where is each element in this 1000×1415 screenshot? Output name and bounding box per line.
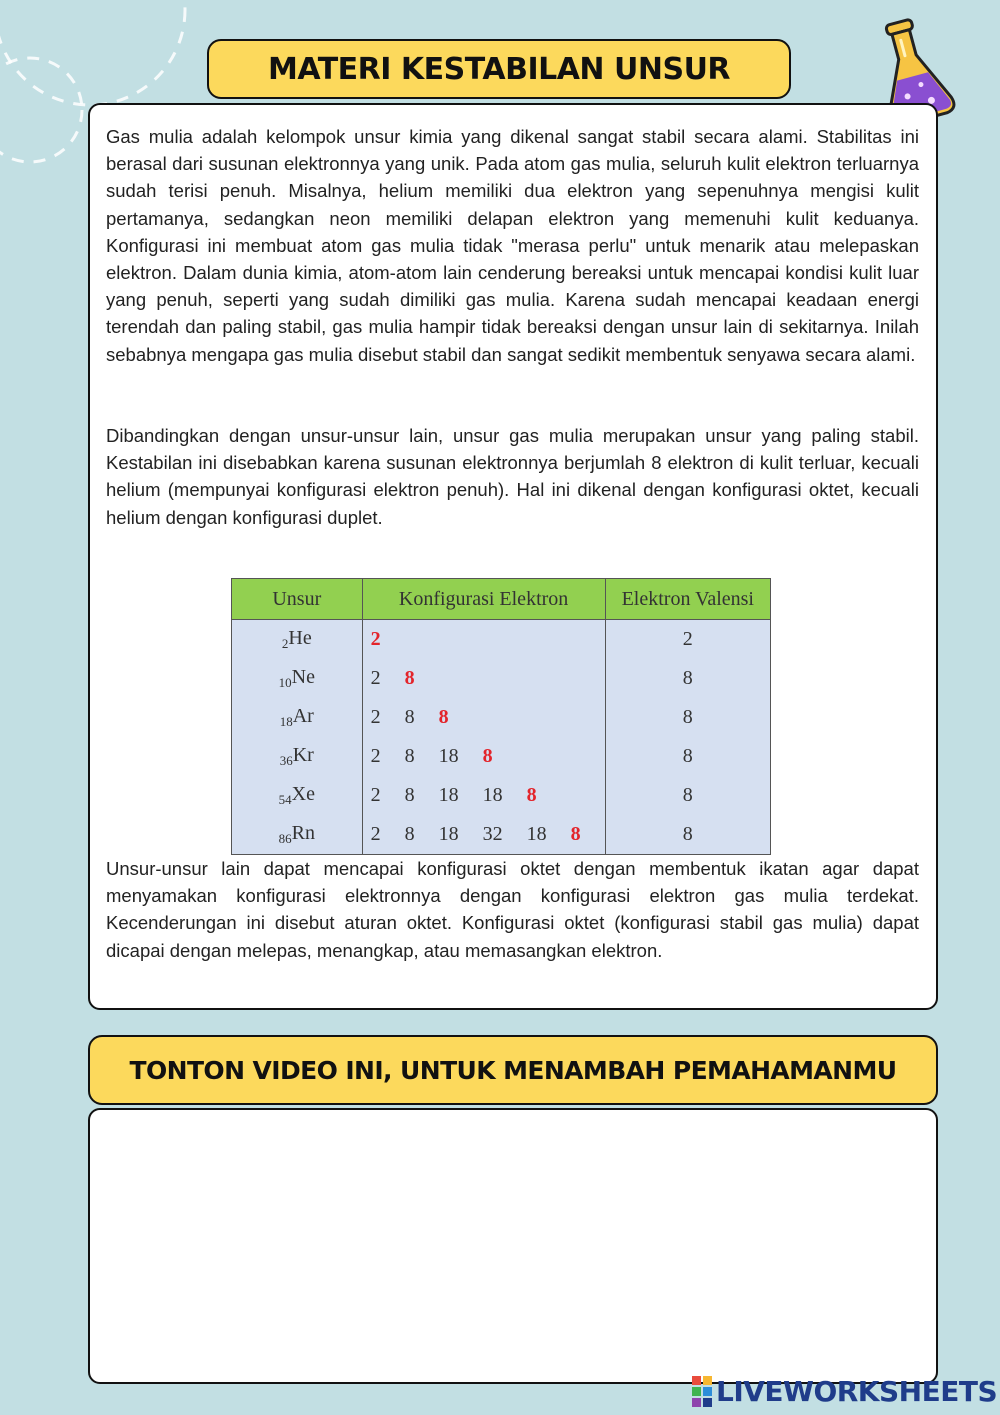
atomic-number: 54 [278,792,292,807]
element-symbol: Kr [292,744,314,766]
element-cell [232,737,363,776]
shell-electron-count: 18 [526,823,547,845]
shell-electron-count: 8 [404,745,415,767]
shell-electron-count: 2 [370,667,381,689]
atomic-number: 10 [278,675,292,690]
configuration-cell [362,698,605,737]
configuration-cell [362,620,605,660]
shell-electron-count: 8 [570,823,581,845]
valence-cell: 2 [605,620,770,660]
shell-electron-count: 2 [370,745,381,767]
header-valensi: Elektron Valensi [605,579,770,620]
element-symbol: He [288,627,312,649]
shell-electron-count: 2 [370,784,381,806]
video-heading: TONTON VIDEO INI, UNTUK MENAMBAH PEMAHAMANMU [129,1055,897,1085]
valence-cell: 8 [605,815,770,855]
element-symbol: Ne [291,666,315,688]
brand-footer [692,1374,997,1408]
header-konfigurasi: Konfigurasi Elektron [362,579,605,620]
valence-cell: 8 [605,776,770,815]
electron-configuration-table [231,578,771,855]
shell-electron-count: 32 [482,823,503,845]
shell-electron-count: 2 [370,706,381,728]
element-symbol: Ar [292,705,314,727]
valence-cell: 8 [605,737,770,776]
atomic-number: 86 [278,831,292,846]
shell-electron-count: 2 [370,628,381,650]
atomic-number: 36 [279,753,293,768]
shell-electron-count: 18 [438,745,459,767]
element-symbol: Xe [291,783,315,805]
shell-electron-count: 8 [526,784,537,806]
table-row [232,815,771,855]
shell-electron-count: 8 [404,784,415,806]
paragraph-1: Gas mulia adalah kelompok unsur kimia yang dikenal sangat stabil secara alami. Stabilitas ini berasal dari susunan elektronnya yang unik. Pada atom gas mulia, seluruh kulit elektron terluarnya sudah terisi penuh. Misalnya, helium memiliki dua elektron yang sepenuhnya mengisi kulit pertamanya, sedangkan neon memiliki delapan elektron yang memenuhi kulit keduanya. Konfigurasi ini membuat atom gas mulia tidak "merasa perlu" untuk menarik atau melepaskan elektron. Dalam dunia kimia, atom-atom lain cenderung bereaksi untuk mencapai kondisi kulit luar yang penuh, seperti yang sudah dimiliki gas mulia. Karena sudah mencapai keadaan energi terendah dan paling stabil, gas mulia hampir tidak bereaksi dengan unsur lain di sekitarnya. Inilah sebabnya mengapa gas mulia disebut stabil dan sangat sedikit membentuk senyawa secara alami. [106,126,919,365]
shell-electron-count: 8 [404,706,415,728]
table-row [232,776,771,815]
shell-electron-count: 18 [438,823,459,845]
atomic-number: 18 [279,714,293,729]
table-header-row [232,579,771,620]
shell-electron-count: 18 [438,784,459,806]
valence-cell: 8 [605,659,770,698]
shell-electron-count: 18 [482,784,503,806]
table-row [232,620,771,660]
shell-electron-count: 8 [482,745,493,767]
shell-electron-count: 8 [404,667,415,689]
video-embed-area[interactable] [88,1108,938,1384]
paragraph-2: Dibandingkan dengan unsur-unsur lain, unsur gas mulia merupakan unsur yang paling stabil. Kestabilan ini disebabkan karena susunan elektronnya berjumlah 8 elektron di kulit terluar, kecuali helium (mempunyai konfigurasi elektron penuh). Hal ini dikenal dengan konfigurasi oktet, kecuali helium dengan konfigurasi duplet. [106,425,919,528]
table-row [232,659,771,698]
shell-electron-count: 8 [438,706,449,728]
configuration-cell [362,776,605,815]
table-row [232,698,771,737]
shell-electron-count: 8 [404,823,415,845]
table-row [232,737,771,776]
shell-electron-count: 2 [370,823,381,845]
title-banner [207,39,791,99]
video-heading-banner [88,1035,938,1105]
header-unsur: Unsur [232,579,363,620]
configuration-cell [362,815,605,855]
valence-cell: 8 [605,698,770,737]
atomic-number: 2 [281,636,289,651]
element-cell [232,815,363,855]
liveworksheets-logo-icon [692,1376,712,1407]
paragraph-3: Unsur-unsur lain dapat mencapai konfigurasi oktet dengan membentuk ikatan agar dapat menyamakan konfigurasi elektronnya dengan konfigurasi elektron gas mulia terdekat. Kecenderungan ini disebut aturan oktet. Konfigurasi oktet (konfigurasi stabil gas mulia) dapat dicapai dengan melepas, menangkap, atau memasangkan elektron. [106,858,919,961]
element-cell [232,776,363,815]
element-cell [232,659,363,698]
element-cell [232,698,363,737]
element-symbol: Rn [291,822,315,844]
brand-name: LIVEWORKSHEETS [716,1374,998,1408]
configuration-cell [362,659,605,698]
page-title: MATERI KESTABILAN UNSUR [267,51,731,87]
element-cell [232,620,363,660]
configuration-cell [362,737,605,776]
